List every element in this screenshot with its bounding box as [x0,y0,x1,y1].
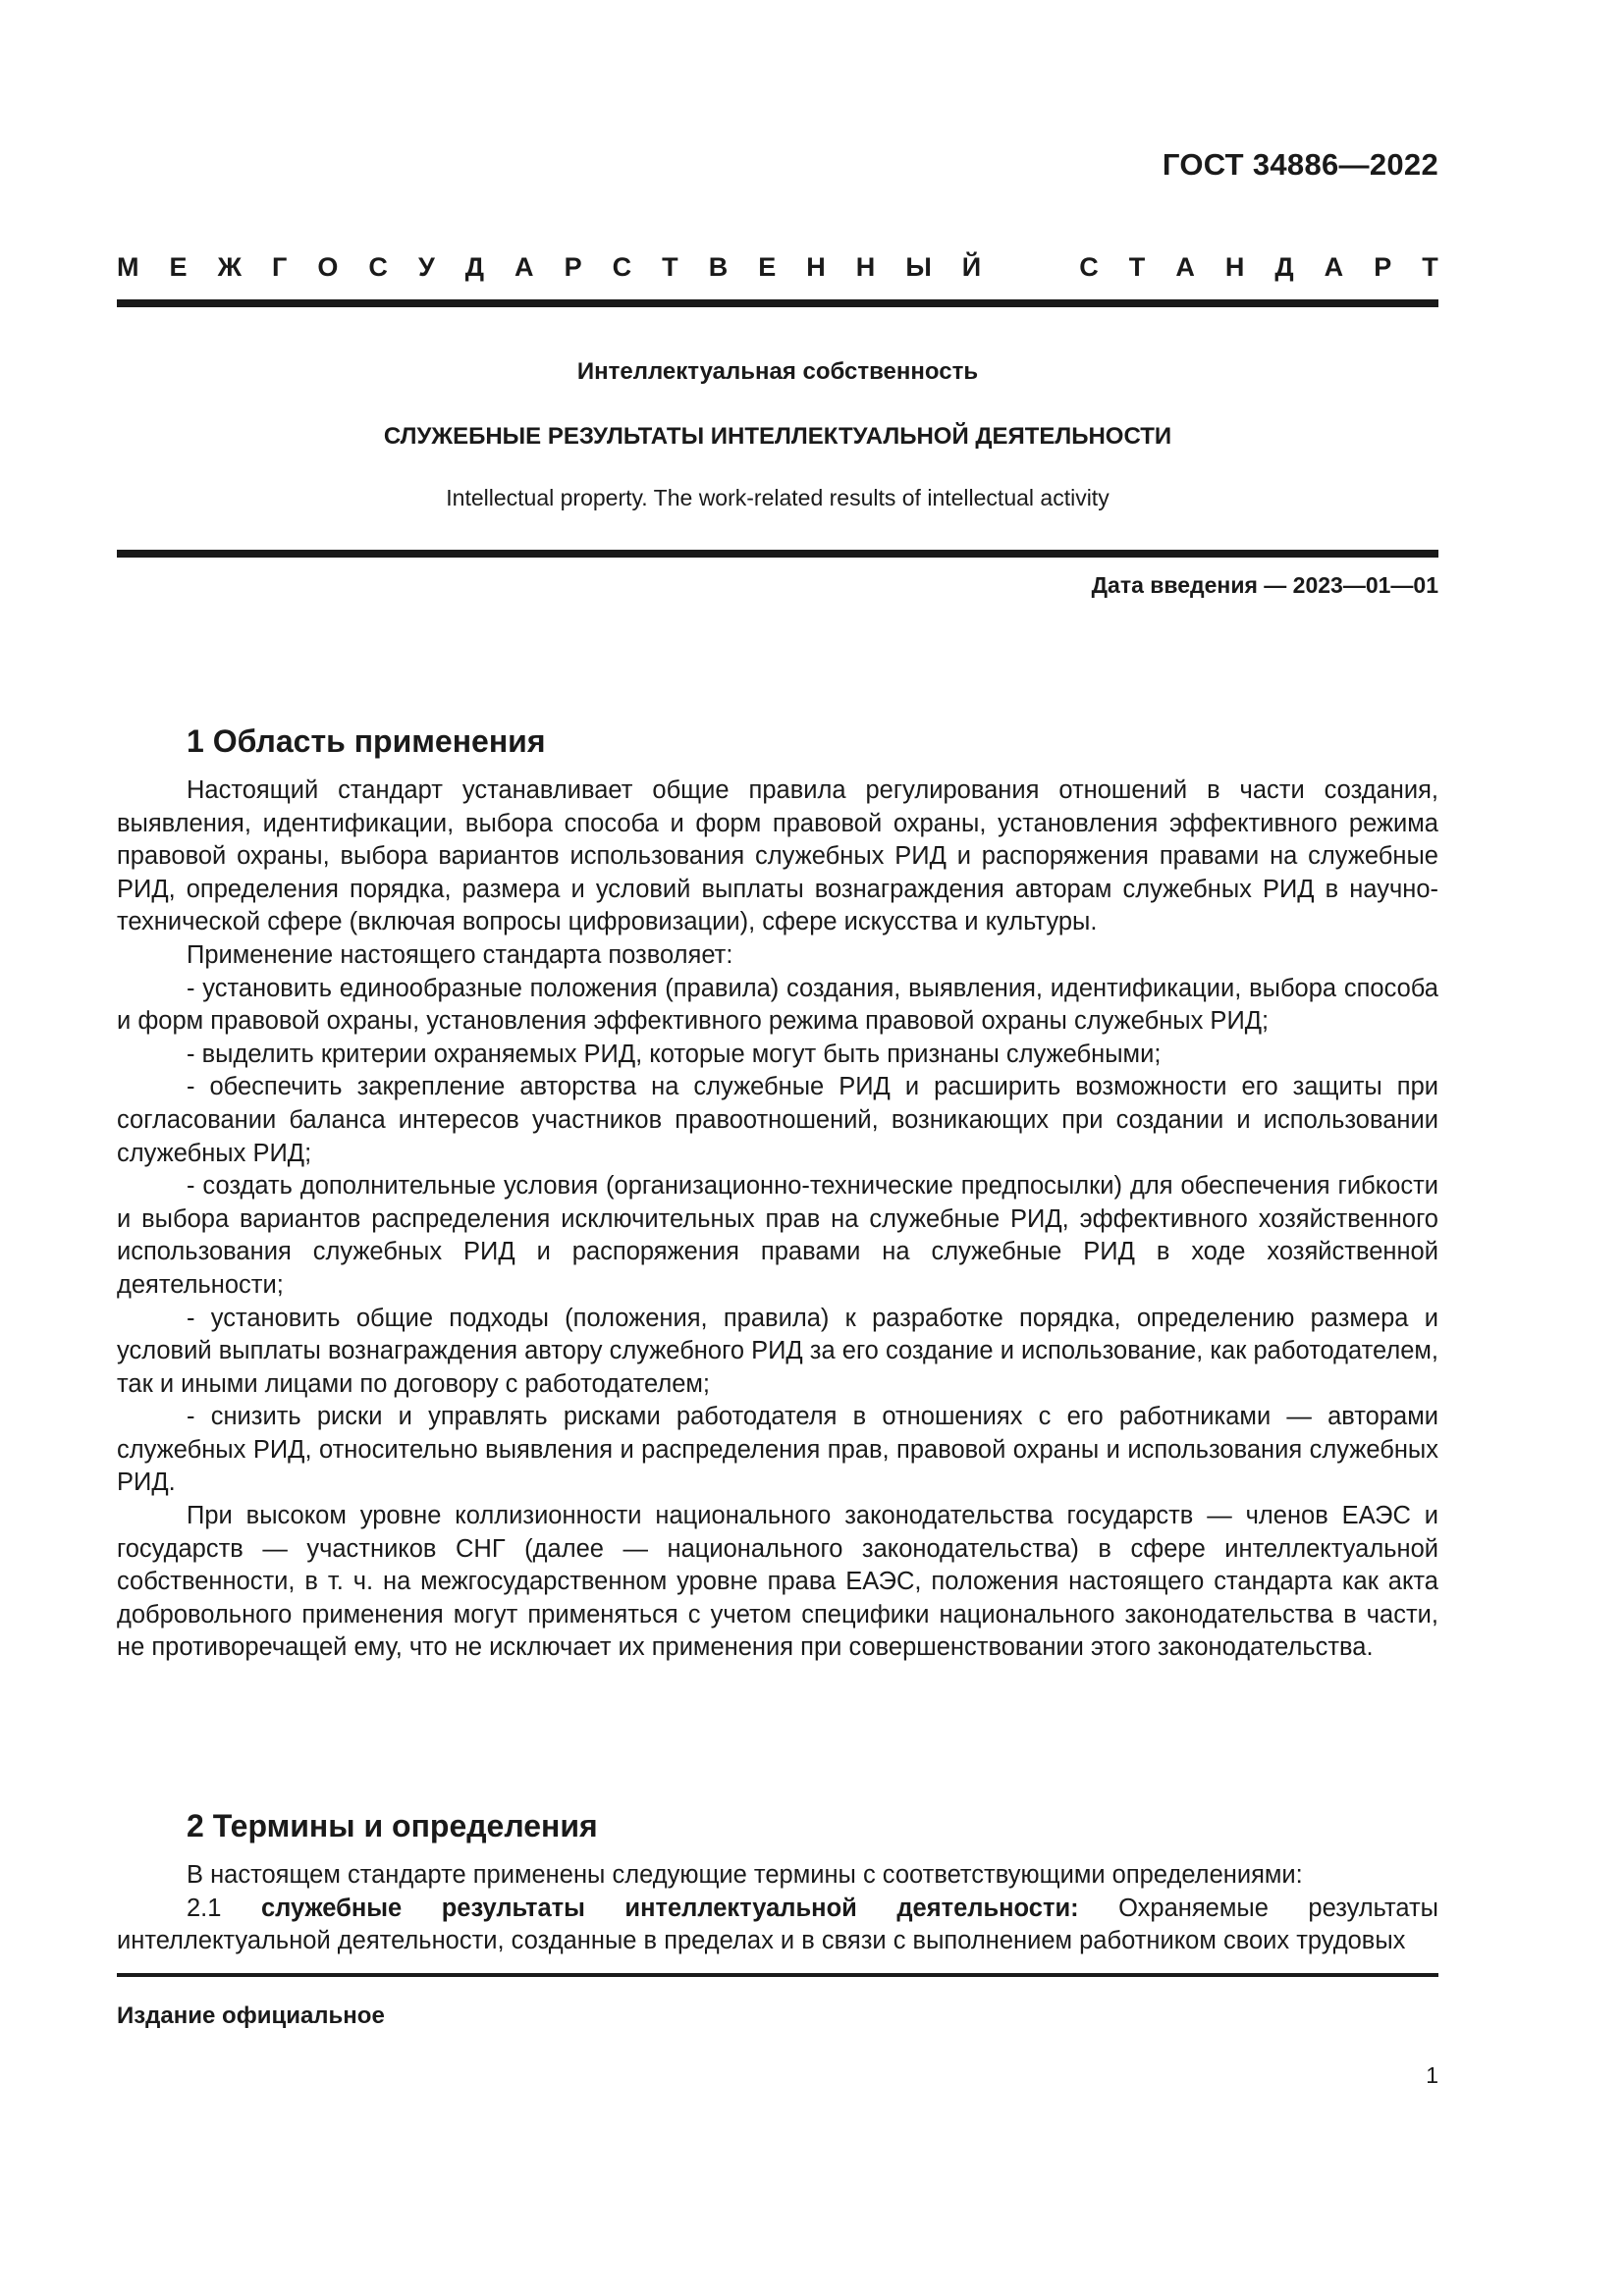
interstate-letter: С [1079,252,1099,282]
section-terms [117,1806,1438,1958]
interstate-letter: Е [169,252,188,282]
list-item: - обеспечить закрепление авторства на служебные РИД и расширить возможности его защиты при согласовании баланса интересов участников правоотношений, возникающих при создании и использовании служебных РИД; [117,1073,1438,1167]
interstate-letter: Е [758,252,777,282]
interstate-letter: Д [464,252,485,282]
paragraph: Настоящий стандарт устанавливает общие правила регулирования отношений в части создания, выявления, идентификации, выбора способа и форм правовой охраны, установления эффективного режима правовой охраны, выбора вариантов использования служебных РИД и распоряжения правами на служебные РИД, определения порядка, размера и условий выплаты вознаграждения авторам служебных РИД в научно-технической сфере (включая вопросы цифровизации), сфере искусства и культуры. [117,776,1438,936]
section-heading: 1 Область применения [187,723,546,759]
section-heading: 2 Термины и определения [187,1808,598,1843]
interstate-letter: А [1324,252,1344,282]
interstate-letter: Д [1274,252,1294,282]
interstate-letter: Г [272,252,288,282]
interstate-letter: Т [1422,252,1438,282]
footer-rule [117,1973,1438,1977]
list-item: - создать дополнительные условия (организационно-технические предпосылки) для обеспечения гибкости и выбора вариантов распределения исключительных прав на служебные РИД, эффективного хозяйственного использования служебных РИД и распоряжения правами на служебные РИД в ходе хозяйственной деятельности; [117,1172,1438,1299]
section-scope [117,721,1438,1665]
english-title: Intellectual property. The work-related results of intellectual activity [446,485,1110,510]
interstate-letter: С [612,252,632,282]
standard-number: ГОСТ 34886—2022 [1162,147,1438,182]
paragraph: Применение настоящего стандарта позволяет: [187,940,733,969]
interstate-letter: Й [961,252,982,282]
main-title: СЛУЖЕБНЫЕ РЕЗУЛЬТАТЫ ИНТЕЛЛЕКТУАЛЬНОЙ ДЕЯТЕЛЬНОСТИ [383,423,1172,450]
interstate-letter: А [1175,252,1195,282]
list-item: - выделить критерии охраняемых РИД, которые могут быть признаны служебными; [187,1040,1162,1068]
interstate-letter: Р [564,252,582,282]
interstate-letter: Т [1128,252,1146,282]
section-scope-body [117,774,1438,1665]
term-definition [117,1893,1438,1958]
interstate-letter: Р [1374,252,1392,282]
term-name: служебные результаты интеллектуальной деятельности: [260,1894,1079,1922]
interstate-letter: Н [855,252,876,282]
interstate-letter: Ж [217,252,242,282]
word-gap [1011,252,1049,283]
interstate-letter: Н [1224,252,1245,282]
subject-title: Интеллектуальная собственность [576,358,979,385]
interstate-letter: У [417,252,435,282]
interstate-letter: Ы [905,252,932,282]
official-edition-label: Издание официальное [117,2002,385,2029]
list-item: - снизить риски и управлять рисками работодателя в отношениях с его работниками — авторами служебных РИД, относительно выявления и распределения прав, правовой охраны и использования служебных РИД. [117,1403,1438,1497]
header-rule [117,299,1438,307]
interstate-letter: А [514,252,534,282]
term-number: 2.1 [187,1894,222,1922]
term-definition-text: Охраняемые результаты интеллектуальной деятельности, созданные в пределах и в связи с выполнением работником своих трудовых [117,1894,1438,1955]
list-item: - установить единообразные положения (правила) создания, выявления, идентификации, выбора способа и форм правовой охраны, установления эффективного режима правовой охраны служебных РИД; [117,974,1438,1036]
page-number: 1 [1426,2062,1438,2088]
interstate-letter: Н [806,252,826,282]
interstate-letter: Т [662,252,678,282]
paragraph: В настоящем стандарте применены следующие термины с соответствующими определениями: [187,1861,1303,1889]
interstate-letter: О [317,252,339,282]
title-rule [117,550,1438,558]
interstate-letter: В [708,252,729,282]
interstate-letter: С [368,252,388,282]
interstate-letter: М [117,252,139,282]
paragraph: При высоком уровне коллизионности национального законодательства государств — членов ЕАЭС и государств — участников СНГ (далее — национального законодательства) в сфере интеллектуальной собственности, в т. ч. на межгосударственном уровне права ЕАЭС, положения настоящего стандарта как акта добровольного применения могут применяться с учетом специфики национального законодательства в части, не противоречащей ему, что не исключает их применения при совершенствовании этого законодательства. [117,1502,1438,1662]
introduction-date: Дата введения — 2023—01—01 [1091,572,1438,598]
interstate-standard-label [117,252,1438,283]
list-item: - установить общие подходы (положения, правила) к разработке порядка, определению размера и условий выплаты вознаграждения автору служебного РИД за его создание и использование, как работодателем, так и иными лицами по договору с работодателем; [117,1304,1438,1398]
